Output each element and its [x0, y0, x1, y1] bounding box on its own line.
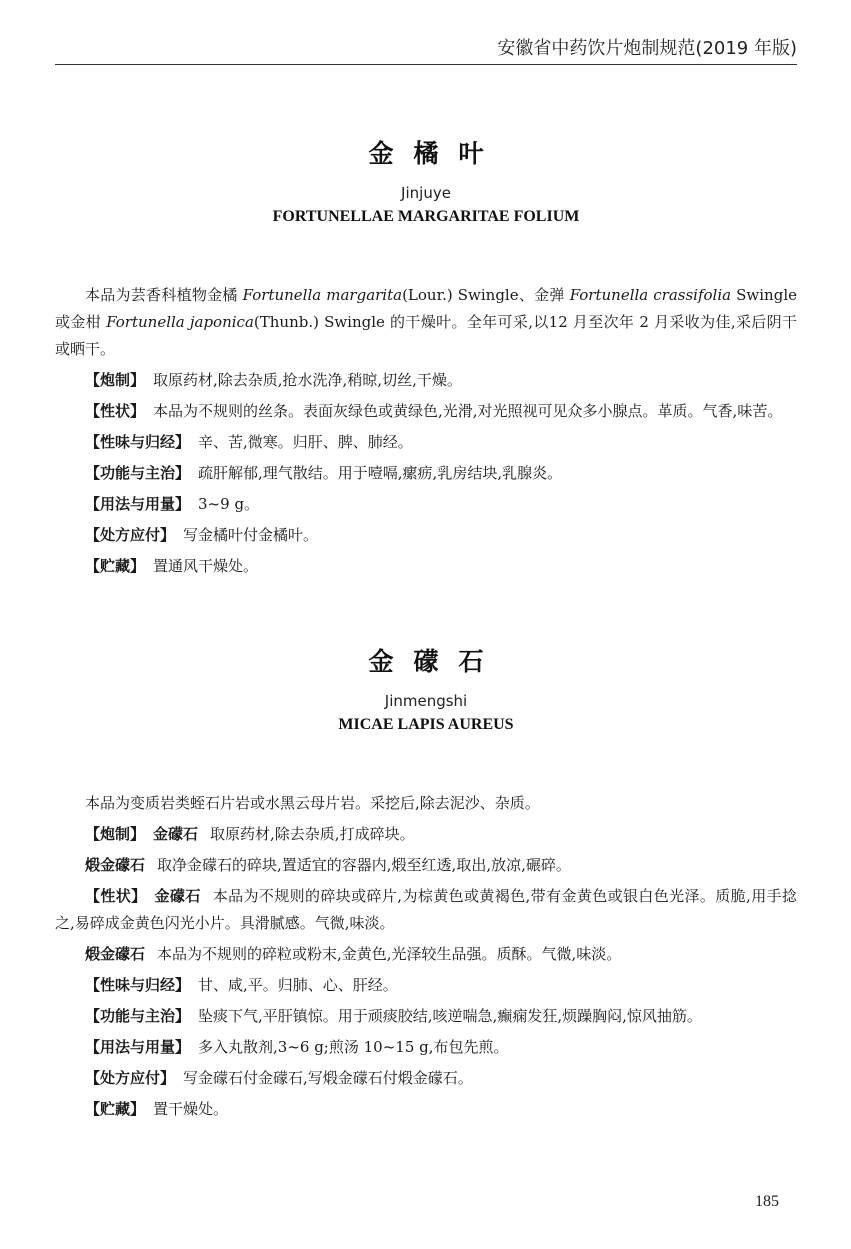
section-text: 疏肝解郁,理气散结。用于噎嗝,瘰疬,乳房结块,乳腺炎。: [198, 464, 563, 482]
page-number: 185: [755, 1193, 779, 1210]
running-header: [55, 26, 797, 65]
section-dosage: [55, 1034, 797, 1061]
section-label: 【功能与主治】: [85, 464, 191, 482]
section-text: 取原药材,除去杂质,抢水洗净,稍晾,切丝,干燥。: [153, 371, 462, 389]
entry-latin-name: MICAE LAPIS AUREUS: [338, 716, 514, 733]
section-label: 【性状】: [85, 887, 147, 905]
section-label: 【用法与用量】: [85, 495, 191, 513]
entry-pinyin: Jinmengshi: [384, 692, 468, 710]
intro-paragraph: [55, 282, 797, 363]
intro-text: (Thunb.) Swingle 的干燥叶。全年可采,以12 月至次年 2 月采收为佳,采后阴干或晒干。: [55, 313, 797, 358]
intro-text: 本品为芸香科植物金橘: [85, 286, 243, 304]
section-text: 本品为不规则的碎块或碎片,为棕黄色或黄褐色,带有金黄色或银白色光泽。质脆,用手捻之,易碎成金黄色闪光小片。具滑腻感。气微,味淡。: [55, 887, 797, 932]
section-character: [55, 883, 797, 937]
section-storage: [55, 1096, 797, 1123]
section-character-calcined: [55, 941, 797, 968]
entry-title: 金橘叶: [368, 139, 504, 168]
subsection-label: 煅金礞石: [85, 945, 146, 963]
section-text: 取原药材,除去杂质,打成碎块。: [210, 825, 415, 843]
entry-jinmengshi: [55, 642, 797, 1127]
section-function: [55, 1003, 797, 1030]
section-text: 坠痰下气,平肝镇惊。用于顽痰胶结,咳逆喘急,癫痫发狂,烦躁胸闷,惊风抽筋。: [198, 1007, 702, 1025]
species-name: Fortunella japonica: [106, 313, 254, 331]
entry-latin-name: FORTUNELLAE MARGARITAE FOLIUM: [272, 208, 580, 225]
section-label: 【性味与归经】: [85, 976, 191, 994]
section-prescription: [55, 522, 797, 549]
section-label: 【贮藏】: [85, 1100, 146, 1118]
section-text: 辛、苦,微寒。归肝、脾、肺经。: [198, 433, 413, 451]
species-name: Fortunella margarita: [242, 286, 403, 304]
intro-text: (Lour.) Swingle、金弹: [402, 286, 570, 304]
subsection-label: 煅金礞石: [85, 856, 146, 874]
subsection-label: 金礞石: [153, 825, 199, 843]
intro-paragraph: 本品为变质岩类蛭石片岩或水黑云母片岩。采挖后,除去泥沙、杂质。: [85, 794, 540, 812]
section-text: 本品为不规则的丝条。表面灰绿色或黄绿色,光滑,对光照视可见众多小腺点。革质。气香,味苦。: [153, 402, 783, 420]
section-storage: [55, 553, 797, 580]
section-dosage: [55, 491, 797, 518]
section-label: 【性味与归经】: [85, 433, 191, 451]
section-label: 【炮制】: [85, 825, 146, 843]
section-text: 置干燥处。: [153, 1100, 229, 1118]
section-label: 【贮藏】: [85, 557, 146, 575]
subsection-label: 金礞石: [154, 887, 201, 905]
section-character: [55, 398, 797, 425]
section-nature-meridian: [55, 429, 797, 456]
section-text: 3~9 g。: [198, 495, 260, 513]
entry-jinjuye: [55, 134, 797, 584]
section-text: 取净金礞石的碎块,置适宜的容器内,煅至红透,取出,放凉,碾碎。: [157, 856, 571, 874]
section-label: 【处方应付】: [85, 1069, 176, 1087]
entry-body: [55, 282, 797, 580]
section-processing-calcined: [55, 852, 797, 879]
section-label: 【功能与主治】: [85, 1007, 191, 1025]
section-text: 写金礞石付金礞石,写煅金礞石付煅金礞石。: [183, 1069, 473, 1087]
section-function: [55, 460, 797, 487]
section-text: 多入丸散剂,3~6 g;煎汤 10~15 g,布包先煎。: [198, 1038, 509, 1056]
section-label: 【性状】: [85, 402, 146, 420]
species-name: Fortunella crassifolia: [569, 286, 732, 304]
section-label: 【炮制】: [85, 371, 146, 389]
section-text: 置通风干燥处。: [153, 557, 259, 575]
section-text: 本品为不规则的碎粒或粉末,金黄色,光泽较生品强。质酥。气微,味淡。: [157, 945, 622, 963]
section-prescription: [55, 1065, 797, 1092]
entry-title: 金礞石: [368, 647, 504, 676]
section-text: 甘、咸,平。归肺、心、肝经。: [198, 976, 398, 994]
section-label: 【用法与用量】: [85, 1038, 191, 1056]
section-text: 写金橘叶付金橘叶。: [183, 526, 319, 544]
section-processing: [55, 367, 797, 394]
section-nature-meridian: [55, 972, 797, 999]
section-processing: [55, 821, 797, 848]
header-title: 安徽省中药饮片炮制规范(2019 年版): [497, 38, 797, 59]
section-label: 【处方应付】: [85, 526, 176, 544]
entry-pinyin: Jinjuye: [401, 184, 451, 202]
entry-body: [55, 790, 797, 1123]
intro-text: Swingle或金柑: [55, 286, 797, 331]
